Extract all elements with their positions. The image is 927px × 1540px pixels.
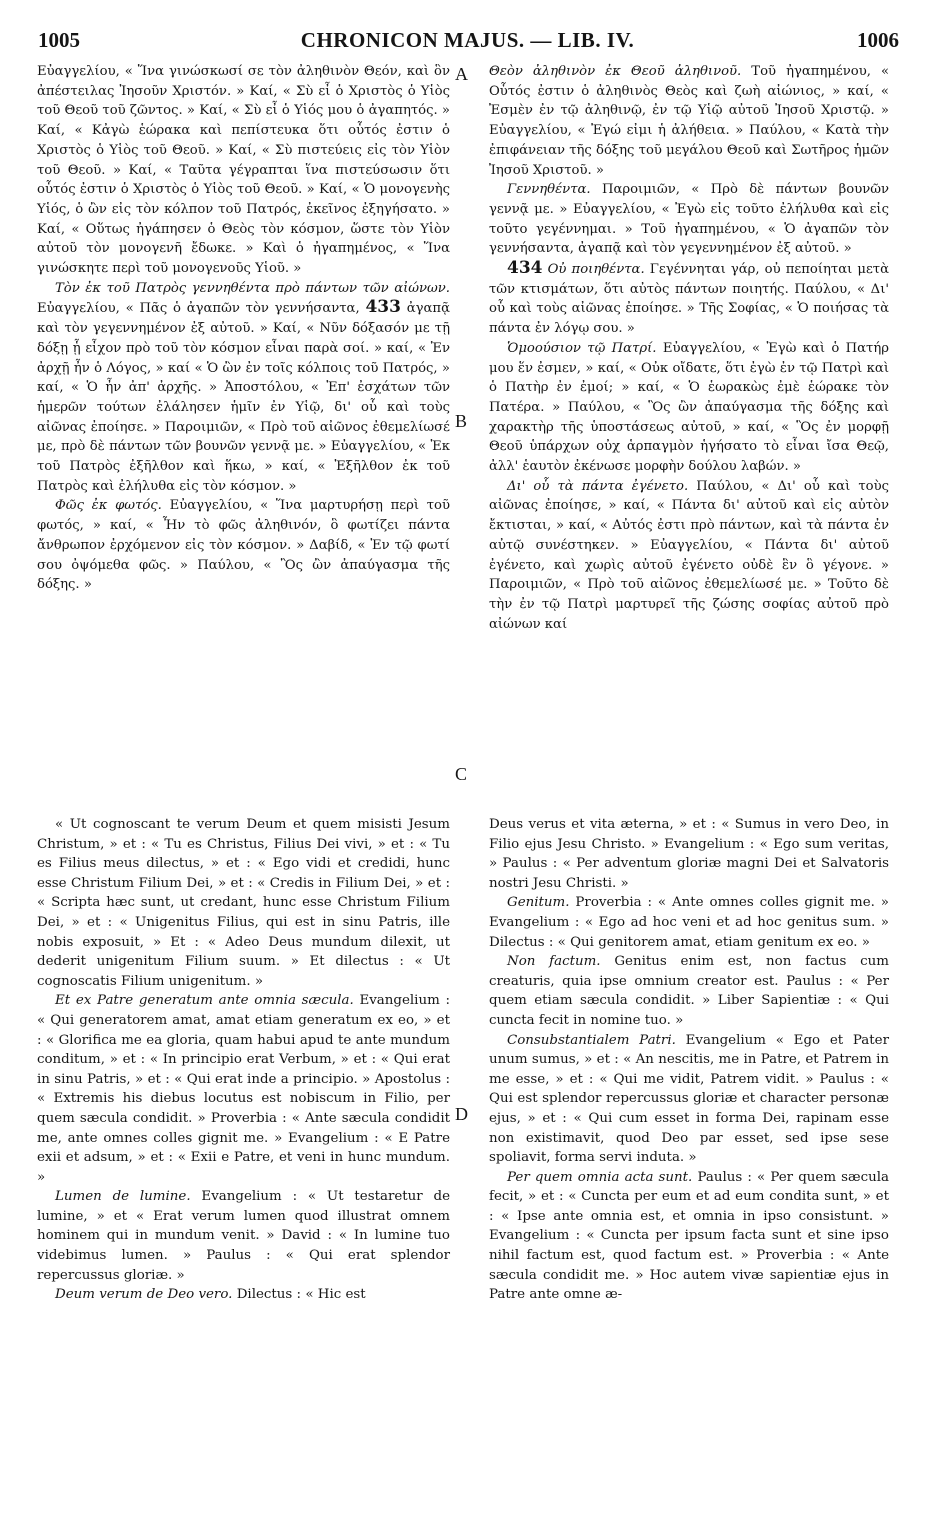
paragraph-text: Εὐαγγελίου, « Ἵνα μαρτυρήσῃ περὶ τοῦ φωτός, » καί, « Ἦν τὸ φῶς ἀληθινόν, ὃ φωτίζει πάντα ἄνθρωπον ἐρχόμενον εἰς τὸν κόσμον. » Δαβίδ, « Ἐν τῷ φωτί σου ὀψόμεθα φῶς. » Παύλου, « Ὃς ὢν ἀπαύγασμα τῆς δόξης. »	[37, 498, 450, 593]
paragraph-text: Παύλου, « Δι' οὗ καὶ τοὺς αἰῶνας ἐποίησε, » καί, « Πάντα δι' αὐτοῦ καὶ εἰς αὐτὸν ἔκτισται, » καί, « Αὐτός ἐστι πρὸ πάντων, καὶ τὰ πάντα ἐν αὐτῷ συνέστηκεν. » Εὐαγγελίου, « Πάντα δι' αὐτοῦ ἐγένετο, καὶ χωρὶς αὐτοῦ ἐγένετο οὐδὲ ἓν ὃ γέγονε. » Παροιμιῶν, « Πρὸ τοῦ αἰῶνος ἐθεμελίωσέ με. » Τοῦτο δὲ τὴν ἐν τῷ Πατρὶ μαρτυρεῖ τῆς ζώσης σοφίας αὐτοῦ πρὸ αἰώνων καί	[489, 478, 889, 632]
paragraph-text: ἀγαπᾷ καὶ τὸν γεγεννημένον ἐξ αὐτοῦ. » Καί, « Νῦν δόξασόν με τῇ δόξῃ ᾗ εἶχον πρὸ τοῦ τὸν κόσμον εἶναι παρὰ σοί. » καί, « Ἐν ἀρχῇ ἦν ὁ Λόγος, » καί « Ὁ ὢν ἐν τοῖς κόλποις τοῦ Πατρός, » καί, « Ὁ ἦν ἀπ' ἀρχῆς. » Ἀποστόλου, « Ἐπ' ἐσχάτων τῶν ἡμερῶν τούτων ἐλάλησεν ἡμῖν ἐν Υἱῷ, δι' οὗ καὶ τοὺς αἰῶνας ἐποίησε. » Παροιμιῶν, « Πρὸ τοῦ αἰῶνος ἐθεμελίωσέ με, πρὸ δὲ πάντων τῶν βουνῶν γεννᾷ με. » Εὐαγγελίου, « Ἐκ τοῦ Πατρὸς ἐξῆλθον καὶ ἥκω, » καί, « Ἐξῆλθον ἐκ τοῦ Πατρὸς καὶ ἐλήλυθα εἰς τὸν κόσμον. »	[37, 301, 450, 494]
latin-column-left	[37, 815, 450, 1305]
paragraph-text: Εὐαγγελίου, « Ἵνα γινώσκωσί σε τὸν ἀληθινὸν Θεόν, καὶ ὃν ἀπέστειλας Ἰησοῦν Χριστόν. » Καί, « Σὺ εἶ ὁ Χριστὸς ὁ Υἱὸς τοῦ Θεοῦ τοῦ ζῶντος. » Καί, « Σὺ εἶ ὁ Υἱός μου ὁ ἀγαπητός. » Καί, « Κἀγὼ ἑώρακα καὶ πεπίστευκα ὅτι οὗτός ἐστιν ὁ Χριστὸς ὁ Υἱὸς τοῦ Θεοῦ. » Καί, « Σὺ πιστεύεις εἰς τὸν Υἱὸν τοῦ Θεοῦ. » Καί, « Ταῦτα γέγραπται ἵνα πιστεύσωσιν ὅτι οὗτός ἐστιν ὁ Χριστὸς ὁ Υἱὸς τοῦ Θεοῦ. » Καί, « Ὁ μονογενὴς Υἱός, ὁ ὢν εἰς τὸν κόλπον τοῦ Πατρός, ἐκεῖνος ἐξηγήσατο. » Καί, « Οὕτως ἠγάπησεν ὁ Θεὸς τὸν κόσμον, ὥστε τὸν Υἱὸν αὐτοῦ τὸν μονογενῆ ἔδωκε. » Καὶ ὁ ἠγαπημένος, « Ἵνα γινώσκητε περὶ τοῦ μονογενοῦς Υἱοῦ. »	[37, 64, 450, 277]
paragraph-text: Εὐαγγελίου, « Πᾶς ὁ ἀγαπῶν τὸν γεννήσαντα,	[37, 301, 360, 317]
paragraph-text: Παροιμιῶν, « Πρὸ δὲ πάντων βουνῶν γεννᾷ με. » Εὐαγγελίου, « Ἐγὼ εἰς τοῦτο ἐλήλυθα καὶ εἰς τοῦτο γεγέννημαι. » Τοῦ ἠγαπημένου, « Ὁ ἀγαπῶν τὸν γεννήσαντα, ἀγαπᾷ καὶ τὸν γεγεννημένον ἐξ αὐτοῦ. »	[489, 182, 889, 257]
lemma: Οὐ ποιηθέντα.	[547, 262, 645, 278]
latin-paragraph	[37, 815, 450, 991]
greek-paragraph	[489, 259, 889, 339]
latin-paragraph	[489, 1168, 889, 1305]
lemma: Τὸν ἐκ τοῦ Πατρὸς γεννηθέντα πρὸ πάντων τῶν αἰώνων.	[55, 280, 450, 296]
paragraph-text: Evangelium : « Qui generatorem amat, amat etiam generatum ex eo, » et : « Glorifica me ea gloria, quam habui apud te ante mundum conditum, » et : « In principio erat Verbum, » et : « Qui erat in sinu Patris, » et : « Qui erat inde a principio. » Apostolus : « Extremis his diebus locutus est nobiscum in Filio, per quem sæcula condidit. » Proverbia : « Ante sæcula condidit me, ante omnes colles gignit me. » Evangelium : « E Patre exii et adsum, » et : « Exii e Patre, et veni in hunc mundum. »	[37, 993, 450, 1185]
latin-paragraph	[37, 991, 450, 1187]
paragraph-text: Dilectus : « Hic est	[236, 1287, 366, 1303]
latin-column-right	[489, 815, 889, 1305]
page-number-right: 1006	[857, 28, 899, 52]
lemma: Per quem omnia acta sunt.	[507, 1169, 693, 1185]
lemma: Genitum.	[507, 895, 570, 911]
greek-paragraph	[489, 339, 889, 477]
greek-column-left	[37, 62, 450, 595]
lemma: Et ex Patre generatum ante omnia sæcula.	[55, 993, 354, 1009]
paragraph-text: Deus verus et vita æterna, » et : « Sumus in vero Deo, in Filio ejus Jesu Christo. » Evangelium : « Ego sum veritas, » Paulus : « Per adventum gloriæ magni Dei et Salvatoris nostri Jesu Christi. »	[489, 817, 889, 891]
paragraph-text: « Ut cognoscant te verum Deum et quem misisti Jesum Christum, » et : « Tu es Christus, Filius Dei vivi, » et : « Tu es Filius meus dilectus, » et : « Ego vidi et credidi, hunc esse Christum Filium Dei, » et : « Credis in Filium Dei, » et : « Scripta hæc sunt, ut credant, hunc esse Christum Filium Dei, » et : « Unigenitus Filius, qui est in sinu Patris, ille nobis exposuit, » Et : « Adeo Deus mundum dilexit, ut dederit unigenitum Filium suum. » Et dilectus : « Ut cognoscatis Filium unigenitum. »	[37, 817, 450, 989]
section-number: 433	[365, 297, 401, 318]
margin-marker-a: A	[455, 64, 468, 84]
margin-marker-b: B	[455, 411, 468, 431]
lemma: Ὁμοούσιον τῷ Πατρί.	[507, 340, 657, 356]
paragraph-text: Εὐαγγελίου, « Ἐγὼ καὶ ὁ Πατήρ μου ἕν ἐσμεν, » καί, « Οὐκ οἴδατε, ὅτι ἐγὼ ἐν τῷ Πατρὶ καὶ ὁ Πατὴρ ἐν ἐμοί; » καί, « Ὁ ἑωρακὼς ἐμὲ ἑώρακε τὸν Πατέρα. » Παύλου, « Ὃς ὢν ἀπαύγασμα τῆς δόξης καὶ χαρακτὴρ τῆς ὑποστάσεως αὐτοῦ, » καί, « Ὃς ἐν μορφῇ Θεοῦ ὑπάρχων οὐχ ἁρπαγμὸν ἡγήσατο τὸ εἶναι ἴσα Θεῷ, ἀλλ' ἑαυτὸν ἐκένωσε μορφὴν δούλου λαβών. »	[489, 340, 889, 475]
latin-paragraph	[489, 952, 889, 1030]
paragraph-text: Proverbia : « Ante omnes colles gignit me. » Evangelium : « Ego ad hoc veni et ad hoc genitus sum. » Dilectus : « Qui genitorem amat, etiam genitum ex eo. »	[489, 895, 889, 950]
paragraph-text: Genitus enim est, non factus cum creaturis, quia ipse omnium creator est. Paulus : « Per quem etiam sæcula condidit. » Liber Sapientiæ : « Qui cuncta fecit in nomine tuo. »	[489, 954, 889, 1028]
lemma: Non factum.	[507, 954, 601, 970]
greek-paragraph	[37, 62, 450, 279]
running-title: CHRONICON MAJUS. — LIB. IV.	[300, 28, 635, 52]
latin-paragraph	[489, 893, 889, 952]
lemma: Γεννηθέντα.	[507, 182, 591, 198]
latin-paragraph	[37, 1187, 450, 1285]
lemma: Consubstantialem Patri.	[507, 1032, 676, 1048]
greek-paragraph	[37, 279, 450, 497]
margin-marker-d: D	[455, 1104, 468, 1124]
greek-paragraph	[37, 496, 450, 595]
greek-paragraph	[489, 180, 889, 259]
paragraph-text: Τοῦ ἠγαπημένου, « Οὗτός ἐστιν ὁ ἀληθινὸς Θεὸς καὶ ζωὴ αἰώνιος, » καί, « Ἐσμὲν ἐν τῷ ἀληθινῷ, ἐν τῷ Υἱῷ αὐτοῦ Ἰησοῦ Χριστῷ. » Εὐαγγελίου, « Ἐγώ εἰμι ἡ ἀλήθεια. » Παύλου, « Κατὰ τὴν ἐπιφάνειαν τῆς δόξης τοῦ μεγάλου Θεοῦ καὶ Σωτῆρος ἡμῶν Ἰησοῦ Χριστοῦ. »	[489, 64, 890, 178]
section-number: 434	[507, 258, 543, 279]
greek-paragraph	[489, 62, 889, 180]
paragraph-text: Evangelium : « Ut testaretur de lumine, » et « Erat verum lumen quod illustrat omnem hominem qui in mundum venit. » David : « In lumine tuo videbimus lumen. » Paulus : « Qui erat splendor repercussus gloriæ. »	[37, 1189, 450, 1283]
running-header	[30, 28, 905, 56]
greek-paragraph	[489, 477, 889, 635]
latin-paragraph	[489, 1031, 889, 1168]
paragraph-text: Paulus : « Per quem sæcula fecit, » et : « Cuncta per eum et ad eum condita sunt, » et : « Ipse ante omnia est, et omnia in ipso consistunt. » Evangelium : « Cuncta per ipsum facta sunt et sine ipso nihil factum est, quod factum est. » Proverbia : « Ante sæcula condidit me. » Hoc autem vivæ sapientiæ ejus in Patre ante omne æ-	[489, 1169, 890, 1303]
lemma: Δι' οὗ τὰ πάντα ἐγένετο.	[507, 478, 689, 494]
lemma: Φῶς ἐκ φωτός.	[55, 498, 162, 514]
latin-paragraph	[489, 815, 889, 893]
margin-marker-c: C	[455, 764, 468, 784]
paragraph-text: Γεγέννηται γάρ, οὐ πεποίηται μετὰ τῶν κτισμάτων, ὅτι αὐτὸς πάντων ποιητής. Παύλου, « Δι' οὗ καὶ τοὺς αἰῶνας ἐποίησε. » Τῆς Σοφίας, « Ὁ ποιήσας τὰ πάντα ἐν λόγῳ σου. »	[489, 262, 889, 337]
greek-column-right	[489, 62, 889, 634]
lemma: Lumen de lumine.	[55, 1189, 191, 1205]
lemma: Θεὸν ἀληθινὸν ἐκ Θεοῦ ἀληθινοῦ.	[489, 64, 742, 79]
paragraph-text: Evangelium « Ego et Pater unum sumus, » et : « An nescitis, me in Patre, et Patrem in me esse, » et : « Qui me vidit, Patrem vidit. » Paulus : « Qui est splendor repercussus gloriæ et character personæ ejus, » et : « Qui cum esset in forma Dei, rapinam esse non existimavit, quod Deo par esset, sed ipse sese spoliavit, forma servi induta. »	[489, 1032, 889, 1166]
latin-paragraph	[37, 1285, 450, 1305]
page-number-left: 1005	[38, 28, 80, 52]
lemma: Deum verum de Deo vero.	[55, 1287, 233, 1303]
